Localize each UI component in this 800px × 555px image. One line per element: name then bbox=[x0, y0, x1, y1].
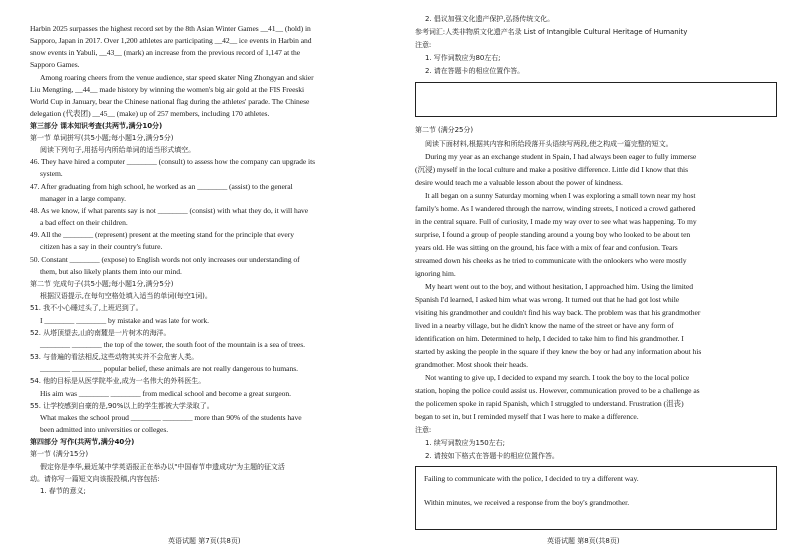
continuation-opening-2: Within minutes, we received a response from the boy's grandmother. bbox=[424, 498, 630, 507]
passage-line: Sapporo Games. bbox=[30, 60, 80, 69]
story-line: station, hoping the police could assist us. However, communication proved to be a challenge as bbox=[415, 386, 700, 395]
subsection-heading: 第二节 完成句子(共5小题;每小题1分,满分5分) bbox=[30, 280, 174, 288]
question-54: 54. 他的目标是从医学院毕业,成为一名伟大的外科医生。 bbox=[30, 377, 206, 385]
note-item: 1. 续写词数应为150左右; bbox=[425, 439, 505, 447]
passage-line: Among roaring cheers from the venue audience, star speed skater Ning Zhongyan and skier bbox=[40, 73, 314, 82]
note-item: 2. 请按如下格式在答题卡的相应位置作答。 bbox=[425, 452, 559, 460]
subsection-heading: 第一节 单词拼写(共5小题;每小题1分,满分5分) bbox=[30, 134, 174, 142]
story-line: started by asking the people in the square if they knew the boy or had any information about his bbox=[415, 347, 702, 356]
question-line: ________ ________ popular belief, these animals are not really dangerous to humans. bbox=[40, 364, 298, 373]
left-page bbox=[30, 0, 395, 555]
story-line: (沉浸) myself in the local culture and make a positive difference. Little did I know that this bbox=[415, 165, 688, 174]
subsection-heading: 第二节 (满分25分) bbox=[415, 126, 474, 134]
note-item: 1. 写作词数应为80左右; bbox=[425, 54, 501, 62]
instruction: 阅读下列句子,用括号内所给单词的适当形式填空。 bbox=[40, 146, 196, 154]
continuation-box bbox=[415, 466, 777, 530]
section-heading: 第四部分 写作(共两节,满分40分) bbox=[30, 438, 135, 446]
instruction: 1. 春节的意义; bbox=[40, 487, 86, 495]
story-line: the policemen spoke in rapid Spanish, which I struggled to understand. Frustration (沮丧) bbox=[415, 399, 684, 408]
question-50: 50. Constant ________ (expose) to English words not only increases our understanding of bbox=[30, 255, 300, 264]
question-51: 51. 我不小心睡过头了,上班迟到了。 bbox=[30, 304, 143, 312]
answer-box bbox=[415, 82, 777, 117]
story-line: in the central square. Full of curiosity, I made my way over to see what was happening. To my bbox=[415, 217, 697, 226]
story-line: Spanish I'd learned, I asked him what was wrong. It turned out that he had got lost while bbox=[415, 295, 680, 304]
section-heading: 第三部分 课本知识考查(共两节,满分10分) bbox=[30, 122, 163, 130]
passage-line: World Cup in January, bear the Chinese national flag during the athletes' parade. The Chinese bbox=[30, 97, 310, 106]
instruction: 假定你是李华,最近某中学英语报正在举办以"中国春节申遗成功"为主题的征文活 bbox=[40, 463, 285, 471]
question-line: His aim was ________ ________ from medical school and become a great surgeon. bbox=[40, 389, 291, 398]
story-line: began to set in, but I reminded myself that I was here to make a difference. bbox=[415, 412, 639, 421]
story-line: identification on him. Determined to help, I decided to take him to find his grandmother. I bbox=[415, 334, 684, 343]
story-line: family's home. As I wandered through the narrow, winding streets, I noticed a crowd gathered bbox=[415, 204, 696, 213]
instruction: 2. 倡议加强文化遗产保护,弘扬传统文化。 bbox=[425, 15, 555, 23]
story-line: grandmother. Most shook their heads. bbox=[415, 360, 528, 369]
question-line: manager in a large company. bbox=[40, 194, 126, 203]
note-heading: 注意: bbox=[415, 426, 432, 434]
story-line: years old. He was sitting on the ground, his face with a mix of fear and confusion. Tears bbox=[415, 243, 678, 252]
passage-line: Sapporo, Japan in 2017. Over 1,200 athletes are participating __42__ ice events in Harbin and bbox=[30, 36, 312, 45]
note-heading: 注意: bbox=[415, 41, 432, 49]
question-53: 53. 与普遍的看法相反,这些动物其实并不会危害人类。 bbox=[30, 353, 199, 361]
question-49: 49. All the ________ (represent) present at the meeting stand for the principle that every bbox=[30, 230, 294, 239]
story-line: visiting his grandmother and couldn't find his way back. The problem was that his grandmother bbox=[415, 308, 701, 317]
story-line: streamed down his cheeks as he tried to communicate with the onlookers who were mostly bbox=[415, 256, 687, 265]
question-48: 48. As we know, if what parents say is not ________ (consist) with what they do, it will have bbox=[30, 206, 309, 215]
question-line: been admitted into universities or colleges. bbox=[40, 425, 169, 434]
passage-line: delegation (代表团) __45__ (make) up of 257 members, including 170 athletes. bbox=[30, 109, 270, 118]
passage-line: Harbin 2025 surpasses the highest record set by the 8th Asian Winter Games __41__ (hold) in bbox=[30, 24, 311, 33]
note-item: 2. 请在答题卡的相应位置作答。 bbox=[425, 67, 525, 75]
instruction: 阅读下面材料,根据其内容和所给段落开头语续写两段,使之构成一篇完整的短文。 bbox=[425, 140, 673, 148]
question-line: I ________ ________ by mistake and was late for work. bbox=[40, 316, 210, 325]
story-line: desire would teach me a valuable lesson about the power of kindness. bbox=[415, 178, 623, 187]
question-line: a bad effect on their children. bbox=[40, 218, 128, 227]
right-page bbox=[415, 0, 777, 555]
passage-line: Liu Mengting, __44__ made history by winning the women's big air gold at the FIS Freeski bbox=[30, 85, 305, 94]
story-line: lived in a nearby village, but he didn't know the name of the street or have any form of bbox=[415, 321, 674, 330]
question-52: 52. 从塔顶望去,山的南麓是一片树木的海洋。 bbox=[30, 329, 171, 337]
story-line: surprise, I found a group of people standing around a young boy who looked to be about ten bbox=[415, 230, 691, 239]
passage-line: snow events in Yabuli, __43__ (mark) an increase from the previous record of 1,147 at the bbox=[30, 48, 301, 57]
reference-vocab: 参考词汇:人类非物质文化遗产名录 List of Intangible Cultural Heritage of Humanity bbox=[415, 28, 688, 36]
story-line: During my year as an exchange student in Spain, I had always been eager to fully immerse bbox=[425, 152, 697, 161]
instruction: 根据汉语提示,在每句空格处填入适当的单词(每空1词)。 bbox=[40, 292, 212, 300]
question-line: system. bbox=[40, 169, 63, 178]
question-47: 47. After graduating from high school, he worked as an ________ (assist) to the general bbox=[30, 182, 293, 191]
story-line: ignoring him. bbox=[415, 269, 456, 278]
question-line: What makes the school proud ________ ________ more than 90% of the students have bbox=[40, 413, 302, 422]
story-line: It all began on a sunny Saturday morning when I was exploring a small town near my host bbox=[425, 191, 696, 200]
question-line: them, but also likely plants them into our mind. bbox=[40, 267, 182, 276]
question-46: 46. They have hired a computer ________ (consult) to assess how the company can upgrade its bbox=[30, 157, 316, 166]
story-line: My heart went out to the boy, and without hesitation, I approached him. Using the limited bbox=[425, 282, 693, 291]
question-line: ________ ________ the top of the tower, the south foot of the mountain is a sea of trees. bbox=[40, 340, 305, 349]
story-line: Not wanting to give up, I decided to expand my search. I took the boy to the local police bbox=[425, 373, 690, 382]
page-footer: 英语试题 第8页(共8页) bbox=[547, 537, 620, 545]
page-footer: 英语试题 第7页(共8页) bbox=[168, 537, 241, 545]
continuation-opening-1: Failing to communicate with the police, I decided to try a different way. bbox=[424, 474, 639, 483]
question-line: citizen has a say in their country's future. bbox=[40, 242, 163, 251]
question-55: 55. 让学校感到自豪的是,90%以上的学生都被大学录取了。 bbox=[30, 402, 214, 410]
subsection-heading: 第一节 (满分15分) bbox=[30, 450, 89, 458]
instruction: 动。请你写一篇短文向该报投稿,内容包括: bbox=[30, 475, 160, 483]
